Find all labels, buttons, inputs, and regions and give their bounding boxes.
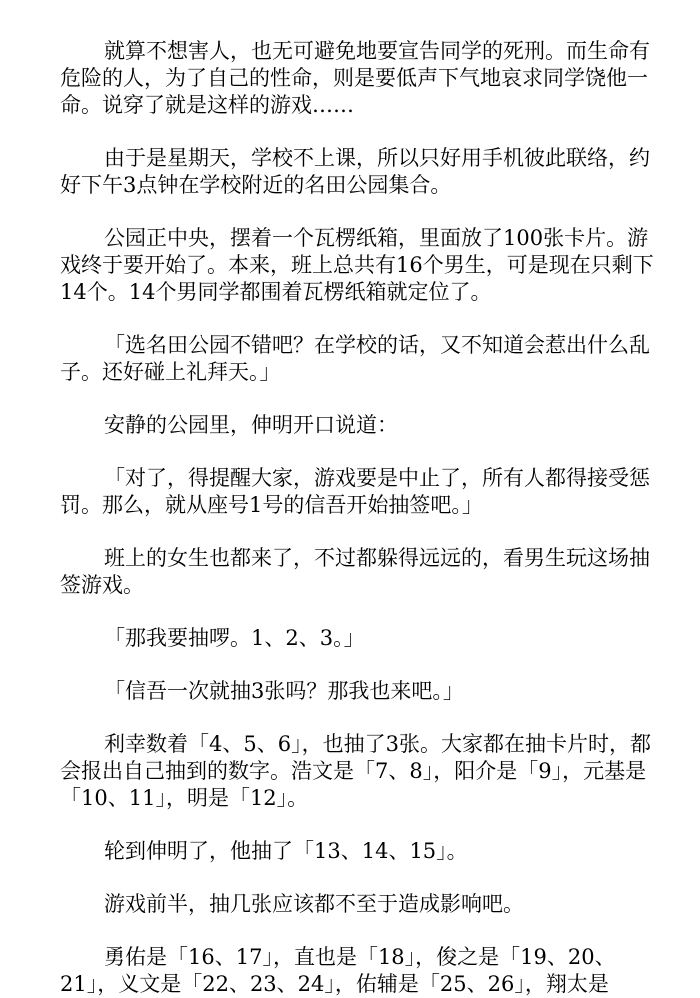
paragraph: 由于是星期天，学校不上课，所以只好用手机彼此联络，约好下午3点钟在学校附近的名田公园集合。 (60, 146, 650, 197)
paragraph: 利幸数着「4、5、6」，也抽了3张。大家都在抽卡片时，都会报出自己抽到的数字。浩文是「7、8」，阳介是「9」，元基是「10、11」，明是「12」。 (60, 732, 651, 810)
paragraph: 「那我要抽啰。1、2、3。」 (104, 626, 365, 650)
paragraph: 轮到伸明了，他抽了「13、14、15」。 (104, 839, 468, 863)
paragraph: 「信吾一次就抽3张吗？那我也来吧。」 (104, 679, 464, 703)
paragraph: 安静的公园里，伸明开口说道： (104, 413, 398, 437)
paragraph: 班上的女生也都来了，不过都躲得远远的，看男生玩这场抽签游戏。 (60, 546, 650, 597)
paragraph: 就算不想害人，也无可避免地要宣告同学的死刑。而生命有危险的人，为了自己的性命，则是要低声下气地哀求同学饶他一命。说穿了就是这样的游戏…… (60, 39, 650, 117)
paragraph: 「对了，得提醒大家，游戏要是中止了，所有人都得接受惩罚。那么，就从座号1号的信吾开始抽签吧。」 (60, 466, 650, 517)
document-body (60, 38, 660, 998)
paragraph: 勇佑是「16、17」，直也是「18」，俊之是「19、20、21」，义文是「22、23、24」，佑辅是「25、26」，翔太是 (60, 945, 616, 996)
paragraph: 游戏前半，抽几张应该都不至于造成影响吧。 (104, 892, 524, 916)
paragraph: 「选名田公园不错吧？在学校的话，又不知道会惹出什么乱子。还好碰上礼拜天。」 (60, 333, 650, 384)
paragraph: 公园正中央，摆着一个瓦楞纸箱，里面放了100张卡片。游戏终于要开始了。本来，班上总共有16个男生，可是现在只剩下14个。14个男同学都围着瓦楞纸箱就定位了。 (60, 226, 654, 304)
